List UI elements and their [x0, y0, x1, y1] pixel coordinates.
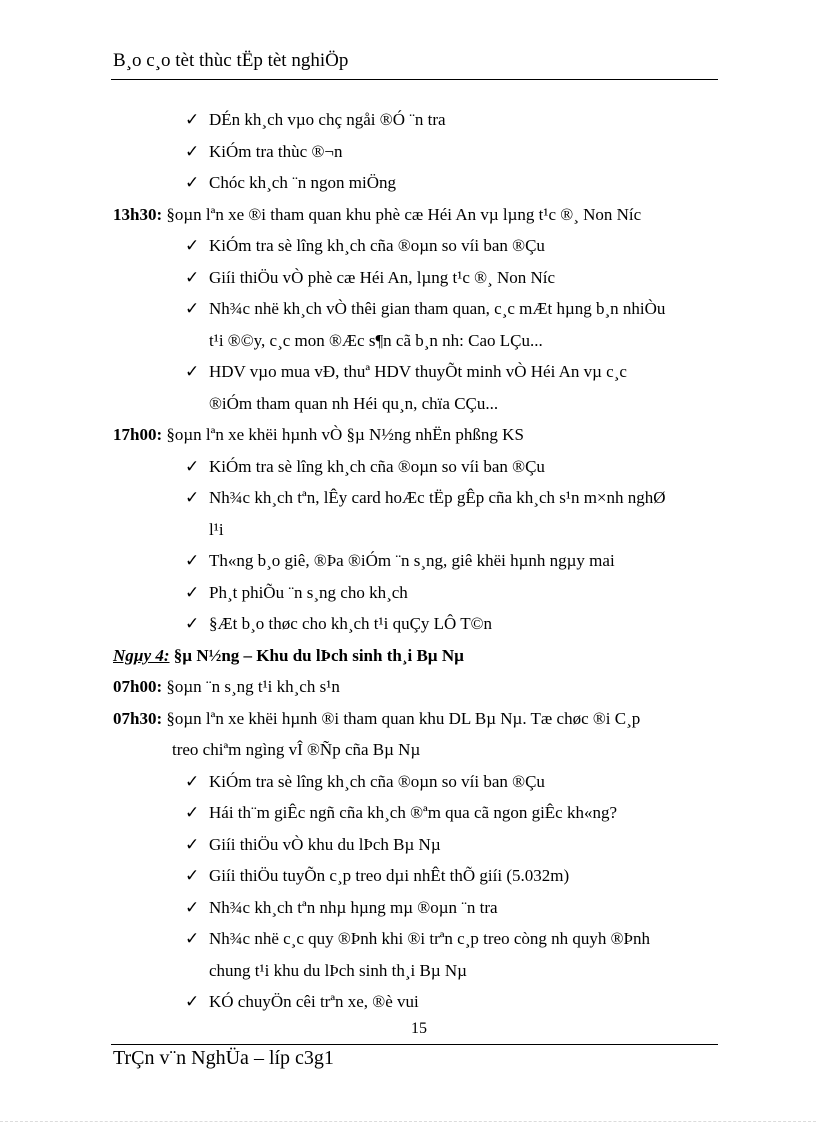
line-bullet	[113, 356, 723, 388]
bullet-continuation: chung t¹i khu du lÞch sinh th¸i Bµ Nµ	[209, 960, 467, 980]
schedule-text: §oµn lªn xe ®i tham quan khu phè cæ Héi An vµ lµng t¹c ®¸ Non Níc	[162, 204, 642, 224]
schedule-text: §oµn lªn xe khëi hµnh vÒ §µ N½ng nhËn phßng KS	[162, 425, 524, 444]
line-bullet	[113, 986, 723, 1018]
checkmark-icon: ✓	[185, 771, 200, 791]
page-header: B¸o c¸o tèt thùc tËp tèt nghiÖp	[113, 50, 349, 71]
line-time	[113, 419, 723, 451]
checkmark-icon: ✓	[185, 803, 200, 822]
bullet-text: KiÓm tra sè lîng kh¸ch cña ®oµn so víi ban ®Çu	[209, 236, 545, 255]
day-label: Ngµy 4:	[113, 645, 170, 665]
bullet-text: Nh¾c kh¸ch tªn nhµ hµng mµ ®oµn ¨n tra	[209, 897, 498, 917]
line-bullet	[113, 892, 723, 924]
time-label: 07h00:	[113, 677, 163, 696]
checkmark-icon: ✓	[185, 834, 200, 854]
checkmark-icon: ✓	[185, 488, 200, 507]
line-bullet	[113, 829, 723, 861]
bullet-text: Nh¾c kh¸ch tªn, lÊy card hoÆc tËp gÊp cña kh¸ch s¹n m×nh nghØ	[209, 488, 666, 507]
bullet-text: §Æt b¸o thøc cho kh¸ch t¹i quÇy LÔ T©n	[209, 614, 493, 633]
header-rule	[111, 79, 718, 80]
checkmark-icon: ✓	[185, 456, 200, 476]
schedule-text: §oµn lªn xe khëi hµnh ®i tham quan khu DL Bµ Nµ. Tæ chøc ®i C¸p	[162, 708, 641, 728]
line-day	[113, 640, 723, 672]
checkmark-icon: ✓	[185, 614, 200, 633]
bullet-text: Giíi thiÖu vÒ phè cæ Héi An, lµng t¹c ®¸ Non Níc	[209, 267, 556, 287]
bullet-text: HDV vµo mua vÐ, thuª HDV thuyÕt minh vÒ Héi An vµ c¸c	[209, 362, 627, 381]
checkmark-icon: ✓	[185, 141, 200, 161]
checkmark-icon: ✓	[185, 992, 200, 1011]
line-bullet	[113, 104, 723, 136]
line-bullet	[113, 230, 723, 262]
bullet-text: Giíi thiÖu tuyÕn c¸p treo dµi nhÊt thÕ giíi (5.032m)	[209, 866, 570, 885]
footer-rule	[111, 1044, 718, 1045]
day-title: §µ N½ng – Khu du lÞch sinh th¸i Bµ Nµ	[169, 645, 464, 665]
checkmark-icon: ✓	[185, 362, 200, 381]
line-bullet	[113, 293, 723, 325]
bullet-text: Nh¾c nhë kh¸ch vÒ thêi gian tham quan, c¸c mÆt hµng b¸n nhiÒu	[209, 299, 666, 318]
line-bullet	[113, 923, 723, 955]
line-bullet	[113, 545, 723, 577]
bullet-text: KiÓm tra sè lîng kh¸ch cña ®oµn so víi ban ®Çu	[209, 771, 545, 791]
bullet-continuation: t¹i ®©y, c¸c mon ®Æc s¶n cã b¸n nh: Cao LÇu...	[209, 330, 543, 350]
bullet-text: KiÓm tra sè lîng kh¸ch cña ®oµn so víi ban ®Çu	[209, 456, 545, 476]
page-break-divider	[0, 1121, 816, 1122]
checkmark-icon: ✓	[185, 110, 200, 129]
schedule-text: §oµn ¨n s¸ng t¹i kh¸ch s¹n	[162, 677, 340, 696]
line-cont	[113, 955, 723, 987]
line-bullet	[113, 451, 723, 483]
line-bullet	[113, 766, 723, 798]
bullet-text: Giíi thiÖu vÒ khu du lÞch Bµ Nµ	[209, 834, 441, 854]
line-bullet	[113, 608, 723, 640]
line-bullet	[113, 482, 723, 514]
checkmark-icon: ✓	[185, 299, 200, 318]
page-footer: TrÇn v¨n NghÜa – líp c3g1	[113, 1047, 334, 1069]
line-indent	[113, 734, 723, 766]
time-label: 07h30:	[113, 708, 163, 728]
line-time	[113, 199, 723, 231]
checkmark-icon: ✓	[185, 551, 200, 570]
bullet-text: KÓ chuyÖn cêi trªn xe, ®è vui	[209, 992, 419, 1011]
time-label: 13h30:	[113, 204, 163, 224]
line-bullet	[113, 577, 723, 609]
bullet-text: Nh¾c nhë c¸c quy ®Þnh khi ®i trªn c¸p treo còng nh quyh ®Þnh	[209, 929, 650, 948]
bullet-text: Ph¸t phiÕu ¨n s¸ng cho kh¸ch	[209, 582, 408, 602]
bullet-text: Th«ng b¸o giê, ®Þa ®iÓm ¨n s¸ng, giê khëi hµnh ngµy mai	[209, 551, 615, 570]
checkmark-icon: ✓	[185, 929, 200, 948]
line-bullet	[113, 860, 723, 892]
checkmark-icon: ✓	[185, 582, 200, 602]
time-label: 17h00:	[113, 425, 163, 444]
line-bullet	[113, 167, 723, 199]
line-bullet	[113, 262, 723, 294]
document-body	[113, 104, 723, 1018]
bullet-text: Chóc kh¸ch ¨n ngon miÖng	[209, 173, 396, 192]
bullet-text: DÉn kh¸ch vµo chç ngåi ®Ó ¨n tra	[209, 110, 446, 129]
line-time	[113, 703, 723, 735]
line-bullet	[113, 797, 723, 829]
line-time	[113, 671, 723, 703]
checkmark-icon: ✓	[185, 173, 200, 192]
checkmark-icon: ✓	[185, 866, 200, 885]
line-cont	[113, 514, 723, 546]
checkmark-icon: ✓	[185, 236, 200, 255]
paragraph-continuation: treo chiªm ngìng vÎ ®Ñp cña Bµ Nµ	[172, 740, 421, 759]
bullet-text: KiÓm tra thùc ®¬n	[209, 141, 343, 161]
page-number: 15	[411, 1020, 427, 1037]
bullet-text: Hái th¨m giÊc ngñ cña kh¸ch ®ªm qua cã ngon giÊc kh«ng?	[209, 803, 618, 822]
line-bullet	[113, 136, 723, 168]
bullet-continuation: l¹i	[209, 519, 224, 539]
bullet-continuation: ®iÓm tham quan nh Héi qu¸n, chïa CÇu...	[209, 393, 499, 413]
line-cont	[113, 325, 723, 357]
line-cont	[113, 388, 723, 420]
checkmark-icon: ✓	[185, 897, 200, 917]
checkmark-icon: ✓	[185, 267, 200, 287]
